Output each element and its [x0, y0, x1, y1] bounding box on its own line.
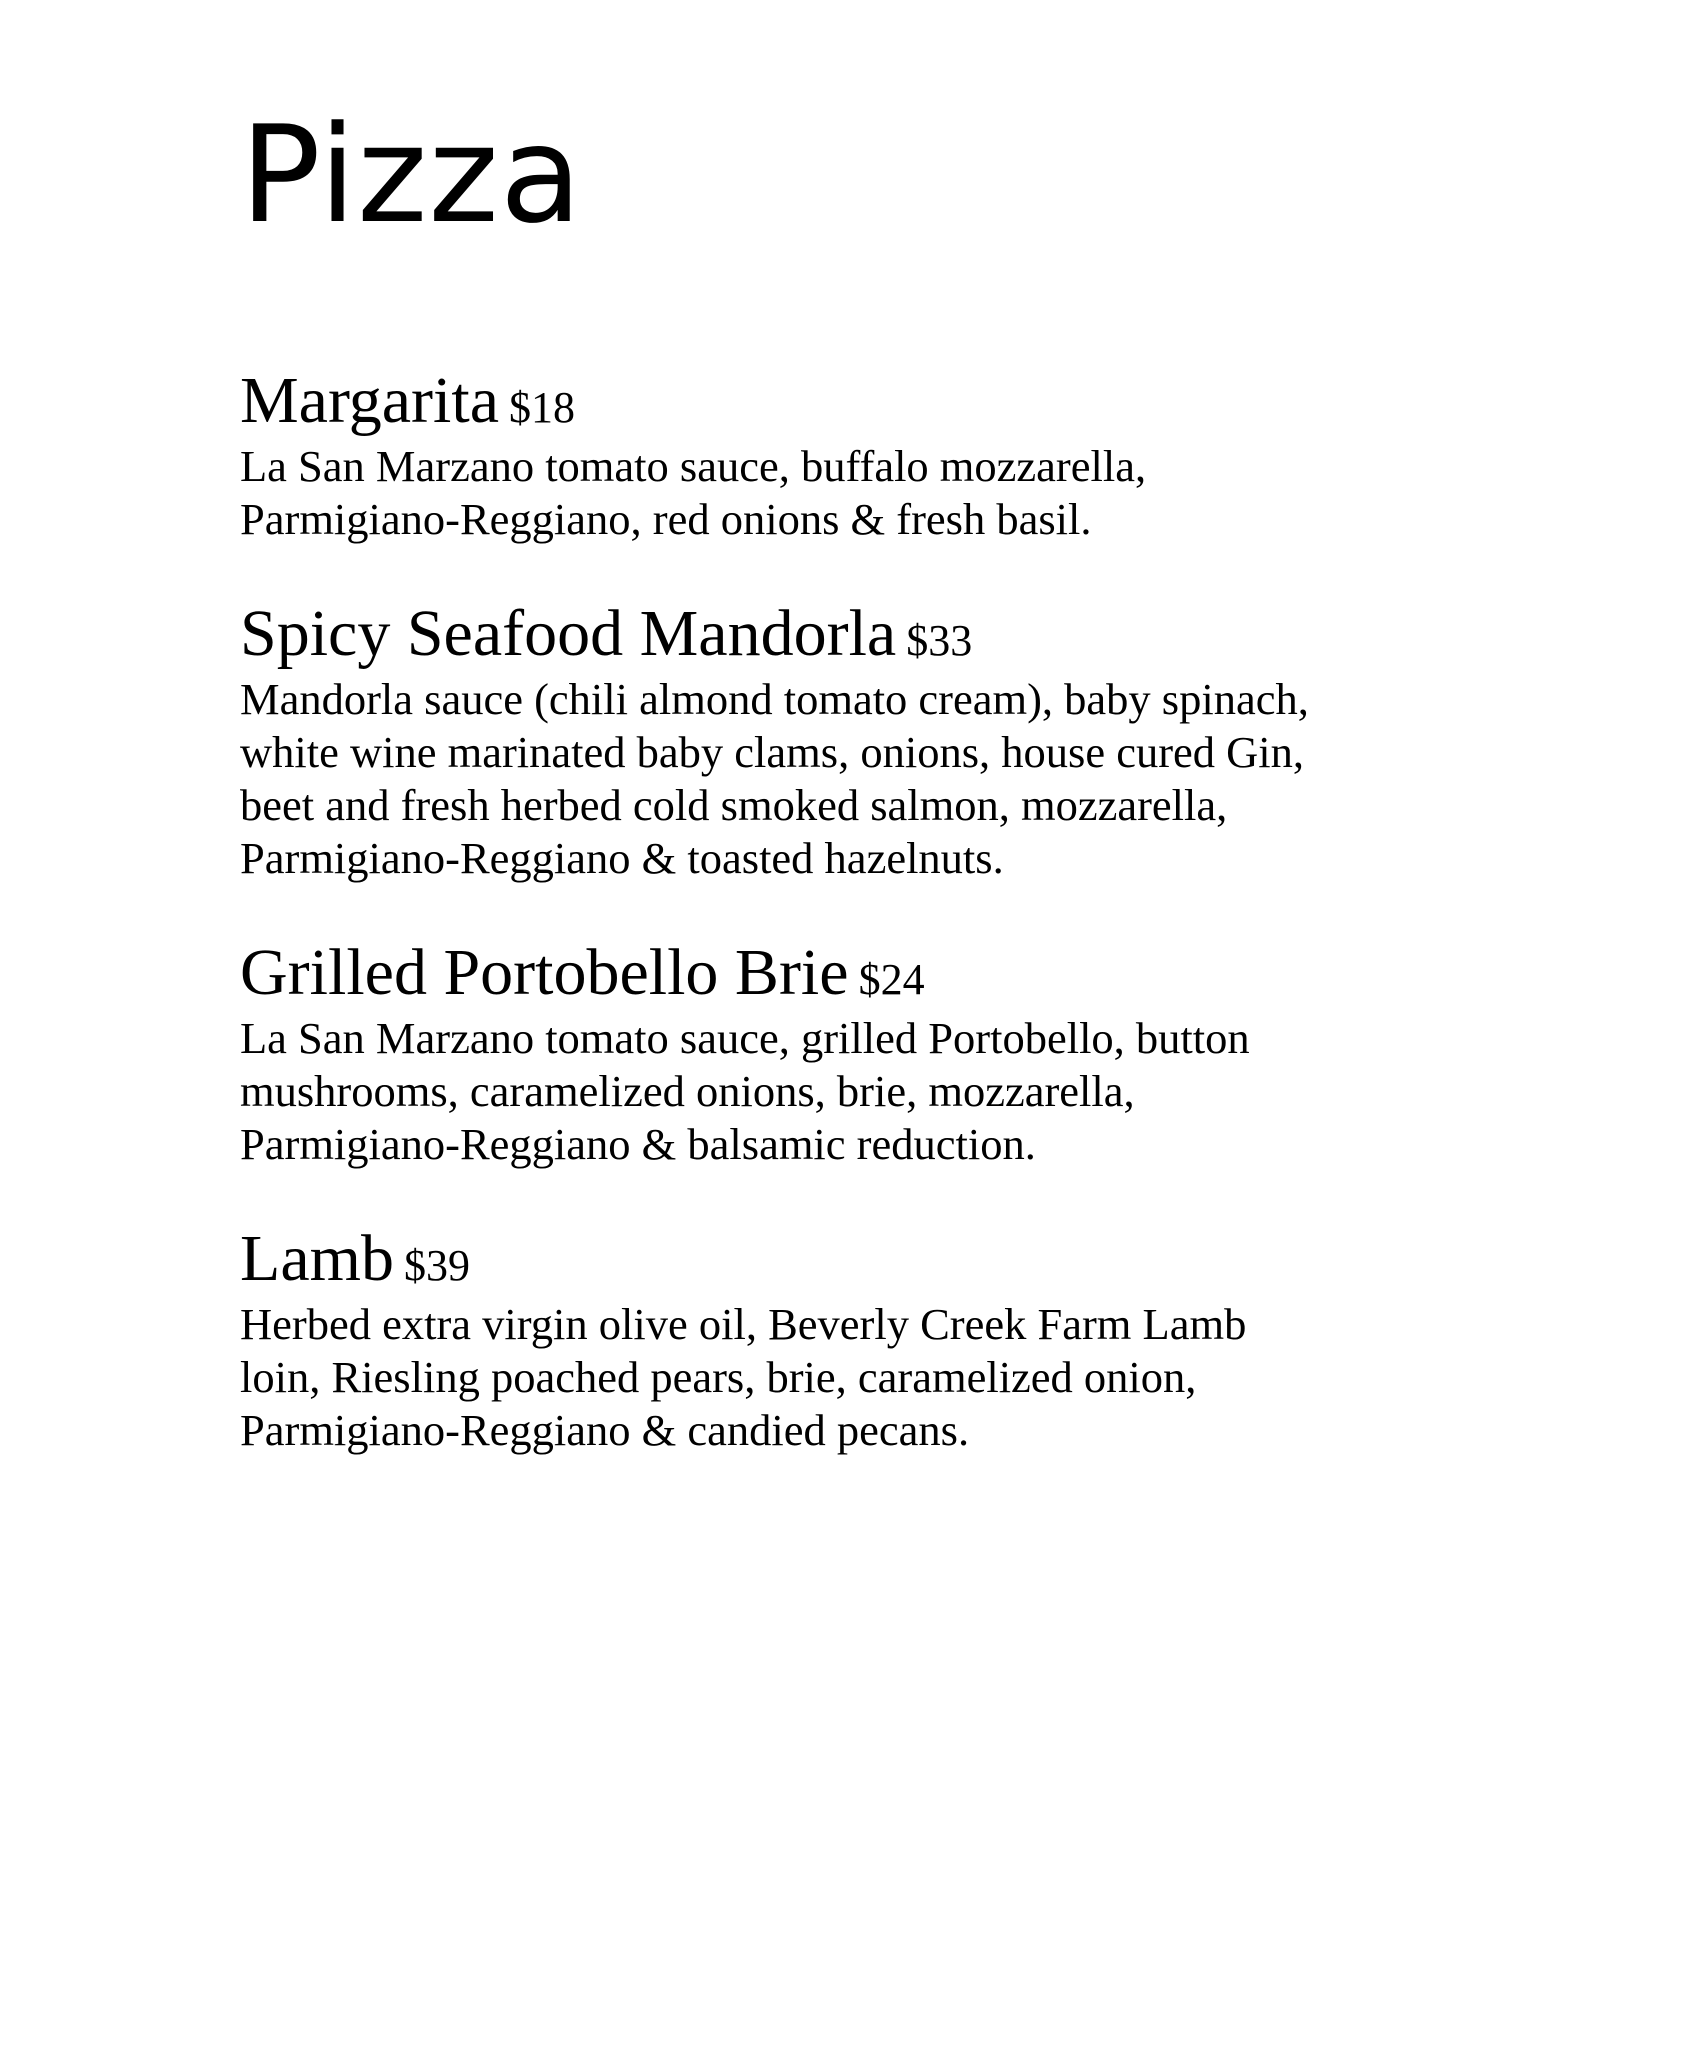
menu-item-header — [240, 1222, 1440, 1295]
description-line: La San Marzano tomato sauce, grilled Portobello, button — [240, 1013, 1250, 1063]
menu-item-name: Margarita — [240, 364, 500, 437]
description-line: white wine marinated baby clams, onions, house cured Gin, — [240, 727, 1305, 777]
menu-item-header — [240, 364, 1440, 437]
menu-item-grilled-portobello-brie — [240, 936, 1440, 1171]
menu-item-description — [240, 440, 1420, 546]
menu-item-price: $39 — [403, 1241, 470, 1290]
description-line: Parmigiano-Reggiano & balsamic reduction. — [240, 1119, 1036, 1169]
description-line: La San Marzano tomato sauce, buffalo mozzarella, — [240, 441, 1147, 491]
menu-item-lamb — [240, 1222, 1440, 1457]
menu-list — [240, 364, 1440, 1512]
description-line: beet and fresh herbed cold smoked salmon, mozzarella, — [240, 780, 1228, 830]
menu-item-price: $24 — [858, 955, 925, 1004]
menu-item-name: Grilled Portobello Brie — [240, 936, 849, 1009]
menu-item-header — [240, 597, 1440, 670]
menu-item-margarita — [240, 364, 1440, 546]
description-line: Parmigiano-Reggiano & candied pecans. — [240, 1405, 970, 1455]
menu-item-price: $18 — [509, 383, 576, 432]
description-line: Parmigiano-Reggiano, red onions & fresh basil. — [240, 494, 1092, 544]
menu-item-description — [240, 1298, 1420, 1457]
menu-item-header — [240, 936, 1440, 1009]
menu-item-name: Spicy Seafood Mandorla — [240, 597, 897, 670]
menu-item-spicy-seafood-mandorla — [240, 597, 1440, 885]
menu-item-description — [240, 673, 1420, 885]
menu-item-name: Lamb — [240, 1222, 394, 1295]
description-line: Herbed extra virgin olive oil, Beverly Creek Farm Lamb — [240, 1299, 1247, 1349]
menu-item-price: $33 — [906, 616, 973, 665]
description-line: loin, Riesling poached pears, brie, caramelized onion, — [240, 1352, 1197, 1402]
description-line: Parmigiano-Reggiano & toasted hazelnuts. — [240, 833, 1004, 883]
menu-title: Pizza — [240, 97, 583, 253]
menu-item-description — [240, 1012, 1420, 1171]
description-line: mushrooms, caramelized onions, brie, mozzarella, — [240, 1066, 1135, 1116]
description-line: Mandorla sauce (chili almond tomato cream), baby spinach, — [240, 674, 1309, 724]
